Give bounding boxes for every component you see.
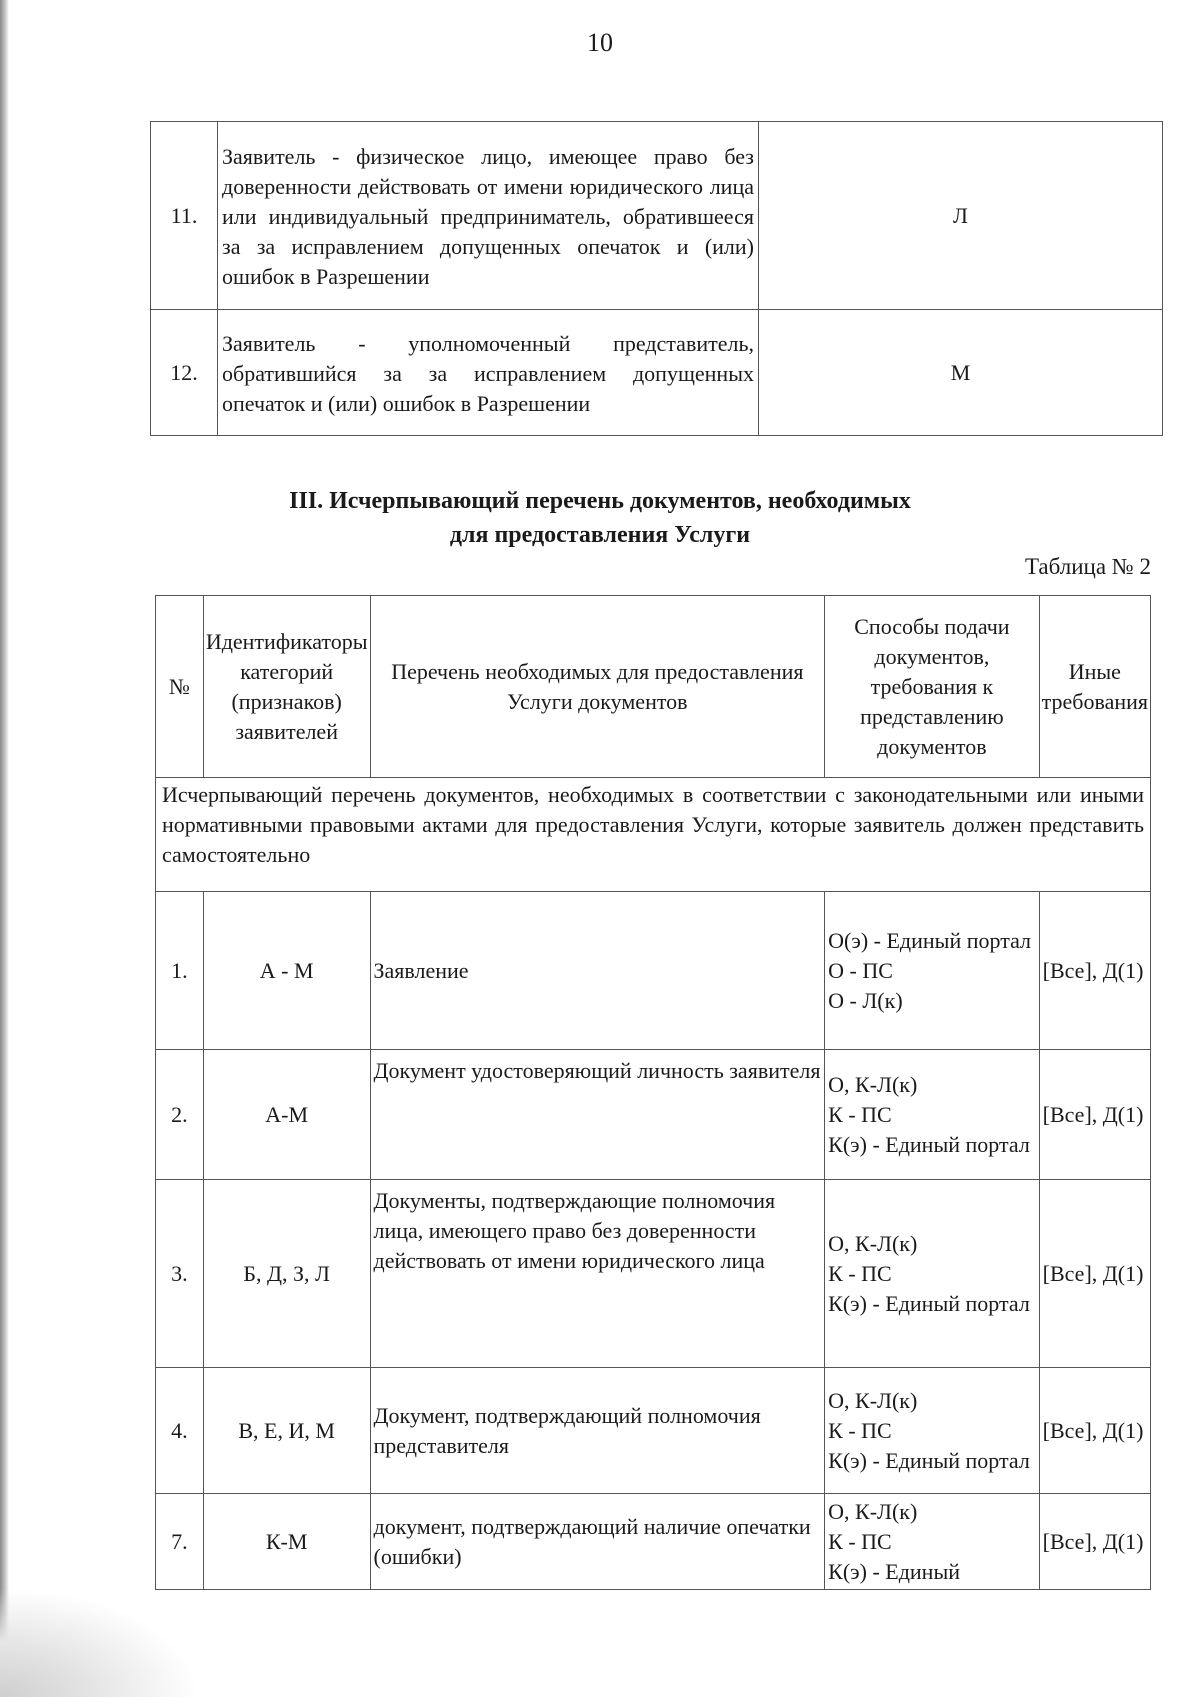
header-submission: Способы подачи документов, требования к представлению документов <box>825 596 1039 778</box>
scan-smudge <box>0 1587 200 1697</box>
row-document: Заявление <box>370 892 825 1050</box>
row-identifiers: В, Е, И, М <box>203 1368 370 1494</box>
table-row <box>156 892 1151 1050</box>
row-other: [Все], Д(1) <box>1039 1494 1150 1590</box>
row-number: 3. <box>156 1180 204 1368</box>
scan-edge-shadow <box>0 0 9 1697</box>
section-row <box>156 778 1151 892</box>
row-number: 11. <box>151 122 218 310</box>
row-identifiers: К-М <box>203 1494 370 1590</box>
row-identifiers: А-М <box>203 1050 370 1180</box>
table-row <box>156 1180 1151 1368</box>
row-identifiers: Б, Д, З, Л <box>203 1180 370 1368</box>
table-row <box>156 1050 1151 1180</box>
applicant-categories-table <box>150 121 1163 436</box>
section-row-text: Исчерпывающий перечень документов, необходимых в соответствии с законодательными или иными нормативными правовыми актами для предоставления Услуги, которые заявитель должен представить самостоятельно <box>156 778 1151 892</box>
row-submission: О, К-Л(к) К - ПС К(э) - Единый портал <box>825 1180 1039 1368</box>
row-identifiers: А - М <box>203 892 370 1050</box>
table-row <box>156 1368 1151 1494</box>
row-document: Документы, подтверждающие полномочия лица, имеющего право без доверенности действовать от имени юридического лица <box>370 1180 825 1368</box>
header-identifiers: Идентификаторы категорий (признаков) заявителей <box>203 596 370 778</box>
row-document: Документ, подтверждающий полномочия представителя <box>370 1368 825 1494</box>
header-number: № <box>156 596 204 778</box>
header-documents: Перечень необходимых для предоставления Услуги документов <box>370 596 825 778</box>
row-submission: О, К-Л(к) К - ПС К(э) - Единый <box>825 1494 1039 1590</box>
row-other: [Все], Д(1) <box>1039 892 1150 1050</box>
row-number: 12. <box>151 310 218 436</box>
row-other: [Все], Д(1) <box>1039 1180 1150 1368</box>
section-title <box>0 484 1200 552</box>
table-caption: Таблица № 2 <box>1024 554 1151 579</box>
row-other: [Все], Д(1) <box>1039 1050 1150 1180</box>
row-document: Документ удостоверяющий личность заявителя <box>370 1050 825 1180</box>
table-header-row <box>156 596 1151 778</box>
header-other-requirements: Иные требования <box>1039 596 1150 778</box>
row-number: 2. <box>156 1050 204 1180</box>
table-row <box>151 310 1163 436</box>
table-row <box>151 122 1163 310</box>
row-number: 1. <box>156 892 204 1050</box>
row-number: 7. <box>156 1494 204 1590</box>
applicant-description: Заявитель - уполномоченный представитель, обратившийся за за исправлением допущенных опечаток и (или) ошибок в Разрешении <box>218 310 759 436</box>
row-submission: О(э) - Единый портал О - ПС О - Л(к) <box>825 892 1039 1050</box>
page-number: 10 <box>587 28 613 57</box>
section-title-line: для предоставления Услуги <box>449 522 751 548</box>
row-number: 4. <box>156 1368 204 1494</box>
row-submission: О, К-Л(к) К - ПС К(э) - Единый портал <box>825 1368 1039 1494</box>
row-other: [Все], Д(1) <box>1039 1368 1150 1494</box>
applicant-code: М <box>759 310 1163 436</box>
section-title-line: III. Исчерпывающий перечень документов, необходимых <box>289 488 911 514</box>
row-submission: О, К-Л(к) К - ПС К(э) - Единый портал <box>825 1050 1039 1180</box>
applicant-description: Заявитель - физическое лицо, имеющее право без доверенности действовать от имени юридического лица или индивидуальный предприниматель, обратившееся за за исправлением допущенных опечаток и (или) ошибок в Разрешении <box>218 122 759 310</box>
row-document: документ, подтверждающий наличие опечатки (ошибки) <box>370 1494 825 1590</box>
documents-table <box>155 595 1151 1590</box>
applicant-code: Л <box>759 122 1163 310</box>
table-row <box>156 1494 1151 1590</box>
